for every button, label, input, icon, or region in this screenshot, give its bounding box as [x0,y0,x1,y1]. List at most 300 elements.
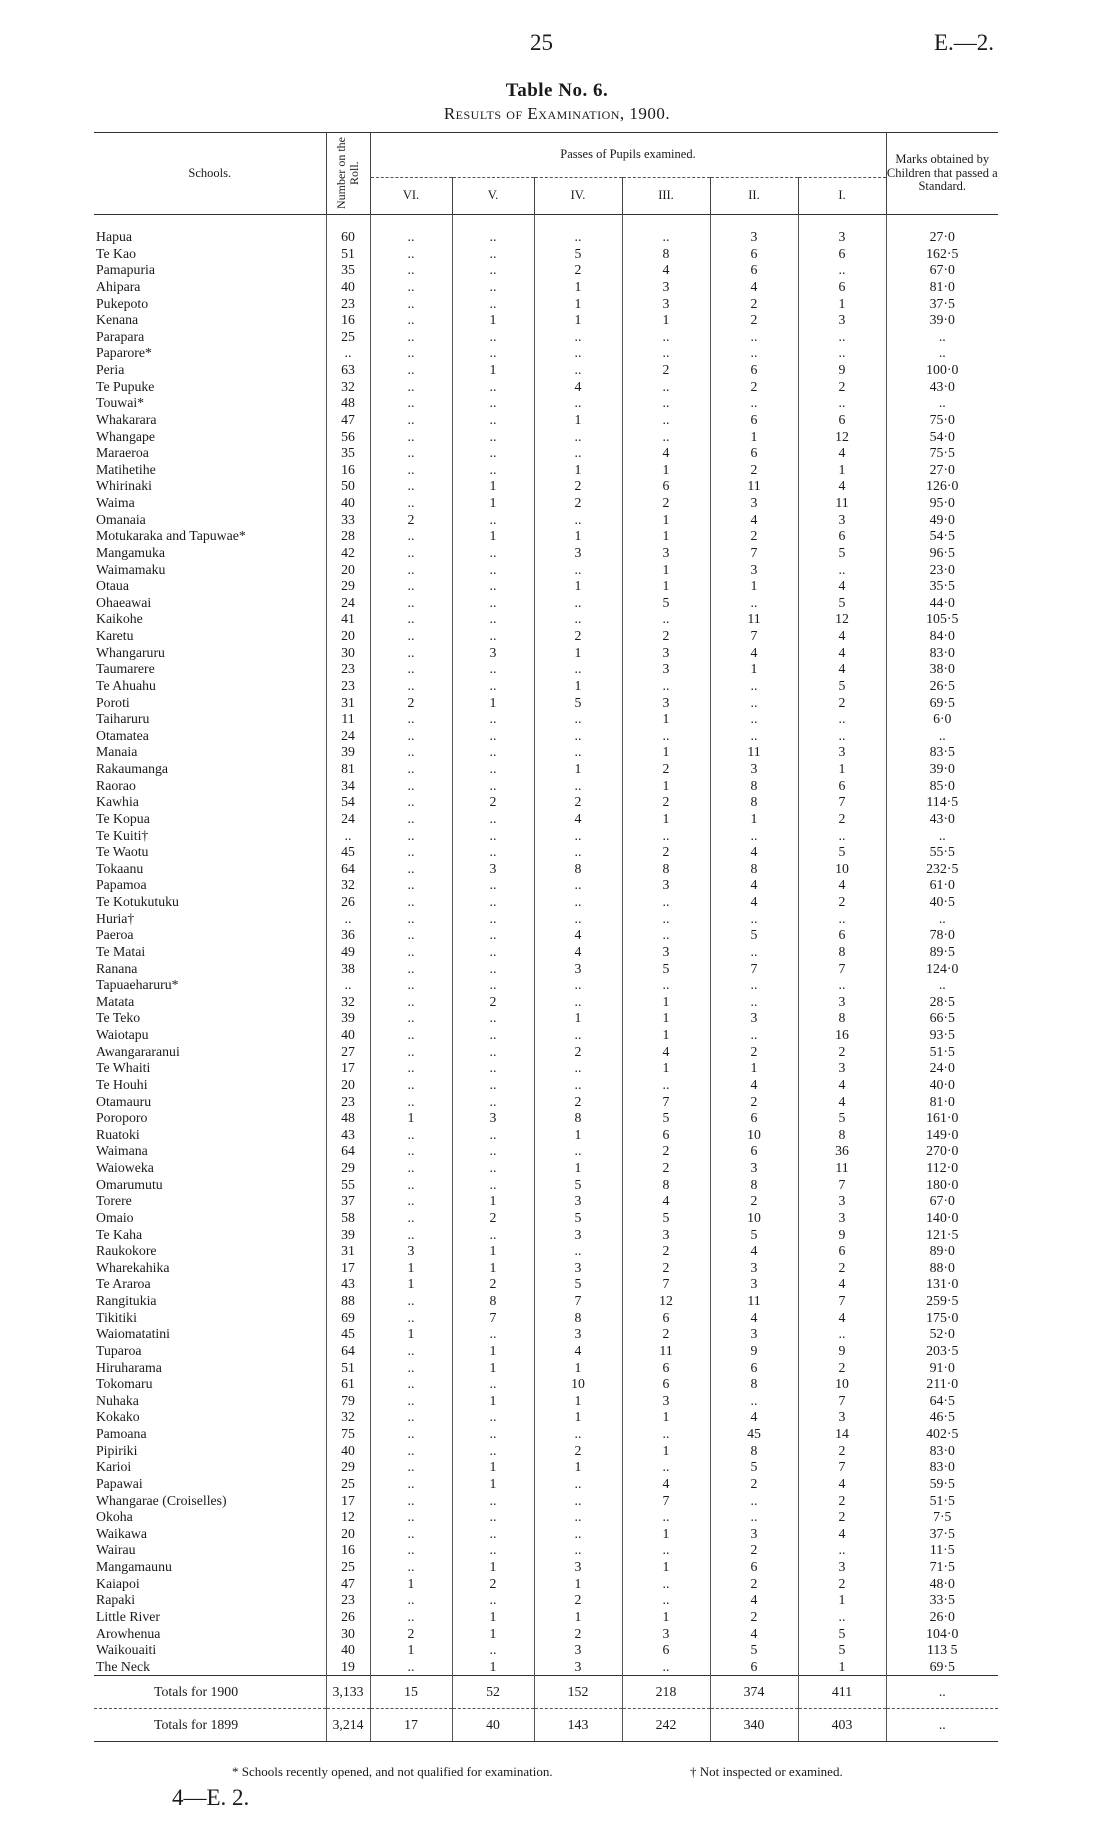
cell-std-vi: .. [370,611,452,628]
cell-std-iv: .. [534,1526,622,1543]
cell-std-v: .. [452,894,534,911]
table-row [94,1426,998,1443]
header-std-i: I. [798,178,886,215]
cell-std-iii: .. [622,977,710,994]
cell-roll: 24 [326,811,370,828]
cell-school-name: Waimana [96,1143,148,1159]
cell-school-name: Ruatoki [96,1126,140,1142]
cell-school-name: Te Matai [96,943,146,959]
cell-std-vi: .. [370,345,452,362]
cell-std-ii: .. [710,911,798,928]
cell-roll: 12 [326,1509,370,1526]
cell-marks: 69·5 [886,695,998,712]
cell-std-i: 2 [798,894,886,911]
cell-std-i: 10 [798,861,886,878]
cell-school-name: Manaia [96,744,138,760]
cell-std-iv: .. [534,215,622,246]
cell-std-vi: .. [370,1409,452,1426]
cell-std-vi: .. [370,927,452,944]
cell-marks: 61·0 [886,877,998,894]
cell-marks: 39·0 [886,761,998,778]
cell-roll: 29 [326,1459,370,1476]
cell-std-i: 7 [798,1459,886,1476]
cell-std-i: .. [798,828,886,845]
cell-school-name: Waimamaku [96,561,166,577]
cell-std-v: .. [452,412,534,429]
cell-std-v: .. [452,1642,534,1659]
cell-school-name: Nuhaka [96,1392,139,1408]
table-row [94,645,998,662]
cell-std-v: .. [452,1177,534,1194]
cell-roll: 40 [326,279,370,296]
cell-marks: 49·0 [886,512,998,529]
cell-std-iii: .. [622,429,710,446]
cell-school-name: Peria [96,362,125,377]
cell-std-i: 2 [798,811,886,828]
totals-i: 403 [798,1709,886,1742]
cell-school-name: Awangararanui [96,1043,180,1059]
cell-std-vi: .. [370,1210,452,1227]
cell-std-ii: 2 [710,1542,798,1559]
cell-std-ii: 8 [710,1443,798,1460]
cell-std-vi: .. [370,1476,452,1493]
footnote-not-inspected: † Not inspected or examined. [690,1764,843,1779]
cell-marks: 232·5 [886,861,998,878]
cell-std-v: .. [452,1010,534,1027]
totals-ii: 374 [710,1676,798,1709]
cell-roll: 41 [326,611,370,628]
header-marks: Marks obtained by Children that passed a Standard. [886,133,998,215]
cell-roll: 45 [326,844,370,861]
cell-school-name: Waiotapu [96,1027,149,1042]
cell-std-iv: 5 [534,1276,622,1293]
cell-std-iii: 1 [622,811,710,828]
cell-std-iv: .. [534,429,622,446]
cell-std-vi: .. [370,528,452,545]
cell-std-i: 10 [798,1376,886,1393]
cell-std-v: 1 [452,1393,534,1410]
table-row [94,1609,998,1626]
cell-roll: 31 [326,695,370,712]
cell-std-iv: .. [534,744,622,761]
cell-std-vi: 2 [370,1626,452,1643]
cell-std-iv: 5 [534,1210,622,1227]
cell-std-ii: 2 [710,312,798,329]
cell-marks: 59·5 [886,1476,998,1493]
cell-roll: 43 [326,1127,370,1144]
cell-std-iv: 2 [534,1592,622,1609]
totals-marks: .. [886,1709,998,1742]
cell-roll: 29 [326,578,370,595]
cell-std-vi: 1 [370,1260,452,1277]
cell-std-vi: 3 [370,1243,452,1260]
cell-school-name: Touwai* [96,395,145,411]
totals-vi: 15 [370,1676,452,1709]
cell-std-i: 6 [798,927,886,944]
cell-marks: 7·5 [886,1509,998,1526]
cell-std-v: .. [452,661,534,678]
cell-std-i: 6 [798,528,886,545]
cell-marks: 23·0 [886,562,998,579]
cell-school-name: Matihetihe [96,461,156,477]
cell-school-name: Otaua [96,578,129,594]
cell-roll: 20 [326,562,370,579]
cell-marks: 37·5 [886,296,998,313]
cell-std-i: 4 [798,645,886,662]
cell-std-iii: 1 [622,578,710,595]
cell-std-vi: .. [370,1193,452,1210]
cell-school-name: Paeroa [96,927,134,943]
table-row [94,1276,998,1293]
cell-std-vi: .. [370,279,452,296]
cell-std-ii: 2 [710,296,798,313]
cell-std-vi: .. [370,1376,452,1393]
cell-std-ii: 4 [710,1310,798,1327]
cell-marks: 83·0 [886,1443,998,1460]
cell-school-name: Omanaia [96,511,146,527]
cell-school-name: Whangarae (Croiselles) [96,1492,227,1508]
cell-std-iv: 3 [534,1559,622,1576]
cell-std-iv: 1 [534,1160,622,1177]
cell-school-name: Motukaraka and Tapuwae* [96,528,246,544]
cell-std-v: .. [452,728,534,745]
cell-std-iv: 1 [534,1409,622,1426]
cell-std-iv: 5 [534,246,622,263]
cell-std-ii: 5 [710,1459,798,1476]
cell-school-name: Whangaruru [96,644,165,660]
cell-std-vi: .. [370,645,452,662]
cell-school-name: Otamauru [96,1093,152,1109]
cell-std-i: 4 [798,578,886,595]
cell-school-name: Te Pupuke [96,378,155,394]
cell-std-iii: 3 [622,877,710,894]
cell-std-v: 1 [452,1459,534,1476]
cell-std-v: 2 [452,1276,534,1293]
cell-std-vi: .. [370,1360,452,1377]
cell-roll: 23 [326,1094,370,1111]
cell-std-iv: .. [534,911,622,928]
table-row [94,445,998,462]
cell-school-name: Poroporo [96,1110,148,1126]
cell-marks: 39·0 [886,312,998,329]
cell-marks: 149·0 [886,1127,998,1144]
cell-std-iv: .. [534,1243,622,1260]
table-row [94,744,998,761]
cell-std-iii: .. [622,678,710,695]
cell-marks: 126·0 [886,478,998,495]
cell-std-iv: 3 [534,1227,622,1244]
cell-std-iv: 4 [534,1343,622,1360]
cell-std-v: 1 [452,1343,534,1360]
cell-roll: 48 [326,395,370,412]
cell-std-vi: .. [370,1143,452,1160]
cell-std-vi: .. [370,911,452,928]
cell-std-i: 4 [798,478,886,495]
cell-school-name: Kaiapoi [96,1575,140,1591]
table-row [94,1310,998,1327]
table-row [94,329,998,346]
cell-roll: .. [326,828,370,845]
cell-std-vi: 2 [370,695,452,712]
cell-std-ii: 11 [710,478,798,495]
cell-std-vi: .. [370,1010,452,1027]
cell-std-i: 2 [798,1443,886,1460]
cell-school-name: Whakarara [96,411,157,427]
cell-school-name: Wharekahika [96,1259,170,1275]
cell-std-iii: 4 [622,445,710,462]
cell-std-i: 1 [798,462,886,479]
table-row [94,512,998,529]
cell-std-i: 4 [798,1276,886,1293]
cell-std-v: .. [452,1160,534,1177]
totals-iii: 242 [622,1709,710,1742]
cell-std-iii: 1 [622,1409,710,1426]
cell-std-v: 2 [452,1210,534,1227]
table-row [94,1626,998,1643]
cell-std-v: .. [452,1143,534,1160]
cell-roll: 20 [326,1077,370,1094]
cell-std-iv: 1 [534,312,622,329]
table-row [94,961,998,978]
table-row [94,711,998,728]
totals-roll: 3,214 [326,1709,370,1742]
cell-school-name: Te Ahuahu [96,677,156,693]
cell-std-vi: .. [370,595,452,612]
cell-std-vi: .. [370,944,452,961]
table-row [94,1443,998,1460]
cell-std-iii: 6 [622,1310,710,1327]
cell-roll: 32 [326,994,370,1011]
cell-std-iv: 2 [534,794,622,811]
table-row [94,1127,998,1144]
cell-marks: 27·0 [886,215,998,246]
cell-school-name: Ohaeawai [96,594,152,610]
cell-roll: 20 [326,628,370,645]
cell-std-i: 4 [798,1094,886,1111]
cell-std-v: .. [452,445,534,462]
cell-std-ii: 3 [710,495,798,512]
cell-std-ii: 3 [710,562,798,579]
cell-std-vi: .. [370,412,452,429]
cell-std-vi: .. [370,811,452,828]
cell-school-name: Tokaanu [96,860,144,876]
cell-roll: 20 [326,1526,370,1543]
cell-std-i: 14 [798,1426,886,1443]
cell-std-v: 1 [452,1260,534,1277]
table-row [94,1077,998,1094]
cell-school-name: Te Kotukutuku [96,894,179,909]
cell-std-vi: .. [370,1426,452,1443]
cell-std-vi: .. [370,262,452,279]
table-row [94,861,998,878]
cell-roll: 54 [326,794,370,811]
cell-marks: 105·5 [886,611,998,628]
cell-std-iii: 3 [622,1227,710,1244]
cell-std-iv: 5 [534,1177,622,1194]
cell-std-v: 1 [452,1659,534,1676]
cell-std-i: 4 [798,1077,886,1094]
cell-school-name: Papawai [96,1475,143,1491]
cell-std-vi: .. [370,1077,452,1094]
table-row [94,1326,998,1343]
cell-school-name: Whangape [96,428,155,444]
cell-roll: 29 [326,1160,370,1177]
totals-iii: 218 [622,1676,710,1709]
cell-school-name: Kenana [96,312,139,328]
cell-std-vi: .. [370,961,452,978]
cell-std-iii: .. [622,1509,710,1526]
cell-std-iv: 1 [534,1459,622,1476]
cell-marks: .. [886,329,998,346]
cell-std-vi: 1 [370,1642,452,1659]
cell-school-name: Karetu [96,628,134,643]
cell-std-iv: .. [534,894,622,911]
table-subtitle: Results of Examination, 1900. [443,104,671,123]
cell-school-name: Okoha [96,1509,133,1525]
cell-std-i: 2 [798,1509,886,1526]
cell-std-i: 6 [798,1243,886,1260]
table-row [94,828,998,845]
cell-std-iv: 3 [534,545,622,562]
cell-marks: 67·0 [886,1193,998,1210]
cell-std-iii: 5 [622,961,710,978]
cell-std-iv: .. [534,728,622,745]
cell-roll: 16 [326,312,370,329]
cell-std-v: .. [452,1526,534,1543]
table-row [94,678,998,695]
cell-marks: 26·5 [886,678,998,695]
cell-std-ii: 8 [710,861,798,878]
document-code: E.—2. [933,30,994,55]
cell-std-ii: .. [710,944,798,961]
cell-std-ii: .. [710,678,798,695]
cell-std-vi: .. [370,1177,452,1194]
cell-std-iv: .. [534,877,622,894]
cell-roll: 33 [326,512,370,529]
cell-std-v: 1 [452,1243,534,1260]
cell-std-iii: 7 [622,1276,710,1293]
cell-std-v: .. [452,744,534,761]
cell-std-i: 5 [798,545,886,562]
cell-std-iii: 2 [622,1160,710,1177]
cell-std-iv: 2 [534,1044,622,1061]
cell-std-iii: 6 [622,1127,710,1144]
cell-std-vi: .. [370,877,452,894]
cell-std-iii: 3 [622,661,710,678]
table-row [94,1393,998,1410]
cell-school-name: Kawhia [96,794,139,810]
cell-std-iv: .. [534,362,622,379]
cell-std-i: 5 [798,1110,886,1127]
cell-std-v: 1 [452,495,534,512]
cell-std-iv: 3 [534,1642,622,1659]
cell-marks: 71·5 [886,1559,998,1576]
cell-school-name: Rakaumanga [96,761,169,776]
cell-std-vi: .. [370,562,452,579]
cell-school-name: Karioi [96,1459,132,1475]
cell-std-vi: .. [370,977,452,994]
cell-std-vi: .. [370,1060,452,1077]
cell-std-v: 2 [452,794,534,811]
cell-std-iv: .. [534,778,622,795]
table-row [94,262,998,279]
cell-marks: .. [886,977,998,994]
cell-std-ii: .. [710,345,798,362]
cell-std-v: .. [452,678,534,695]
cell-std-ii: 6 [710,262,798,279]
cell-marks: 38·0 [886,661,998,678]
cell-std-v: .. [452,345,534,362]
cell-std-iii: 1 [622,312,710,329]
cell-std-iv: 8 [534,1110,622,1127]
totals-vi: 17 [370,1709,452,1742]
cell-std-iii: .. [622,215,710,246]
cell-std-ii: 6 [710,1559,798,1576]
cell-std-ii: 4 [710,1243,798,1260]
cell-std-ii: 8 [710,794,798,811]
totals-label: Totals for 1900 [94,1676,326,1709]
cell-std-ii: 1 [710,811,798,828]
cell-std-ii: 2 [710,528,798,545]
cell-marks: .. [886,728,998,745]
header-std-iii: III. [622,178,710,215]
cell-marks: 83·5 [886,744,998,761]
cell-std-ii: 6 [710,1110,798,1127]
cell-marks: 91·0 [886,1360,998,1377]
cell-std-ii: .. [710,329,798,346]
cell-std-iv: .. [534,329,622,346]
cell-marks: 100·0 [886,362,998,379]
table-row [94,545,998,562]
cell-roll: .. [326,911,370,928]
cell-school-name: Hiruharama [96,1359,162,1375]
cell-std-i: 8 [798,944,886,961]
cell-std-ii: 10 [710,1127,798,1144]
cell-std-i: .. [798,911,886,928]
cell-roll: 38 [326,961,370,978]
cell-school-name: Te Kao [96,245,137,261]
cell-std-vi: .. [370,761,452,778]
cell-roll: 50 [326,478,370,495]
cell-school-name: Little River [96,1608,160,1624]
cell-roll: 64 [326,1343,370,1360]
cell-std-vi: .. [370,628,452,645]
cell-marks: 89·5 [886,944,998,961]
cell-std-iii: 6 [622,1376,710,1393]
cell-std-i: 11 [798,495,886,512]
cell-std-iv: 7 [534,1293,622,1310]
cell-std-iv: .. [534,1060,622,1077]
header-schools: Schools. [188,165,232,180]
cell-std-ii: 4 [710,1409,798,1426]
cell-std-ii: 2 [710,462,798,479]
cell-std-i: 4 [798,661,886,678]
cell-std-ii: 3 [710,1276,798,1293]
cell-std-ii: 6 [710,246,798,263]
cell-std-i: 6 [798,246,886,263]
cell-std-ii: 4 [710,645,798,662]
cell-marks: 28·5 [886,994,998,1011]
header-roll: Number on the Roll. [326,133,370,215]
table-row [94,279,998,296]
cell-std-ii: 4 [710,844,798,861]
cell-marks: 104·0 [886,1626,998,1643]
cell-marks: 203·5 [886,1343,998,1360]
cell-std-i: 3 [798,994,886,1011]
cell-std-iii: 1 [622,1609,710,1626]
cell-school-name: Tikitiki [96,1309,137,1325]
cell-marks: 81·0 [886,1094,998,1111]
